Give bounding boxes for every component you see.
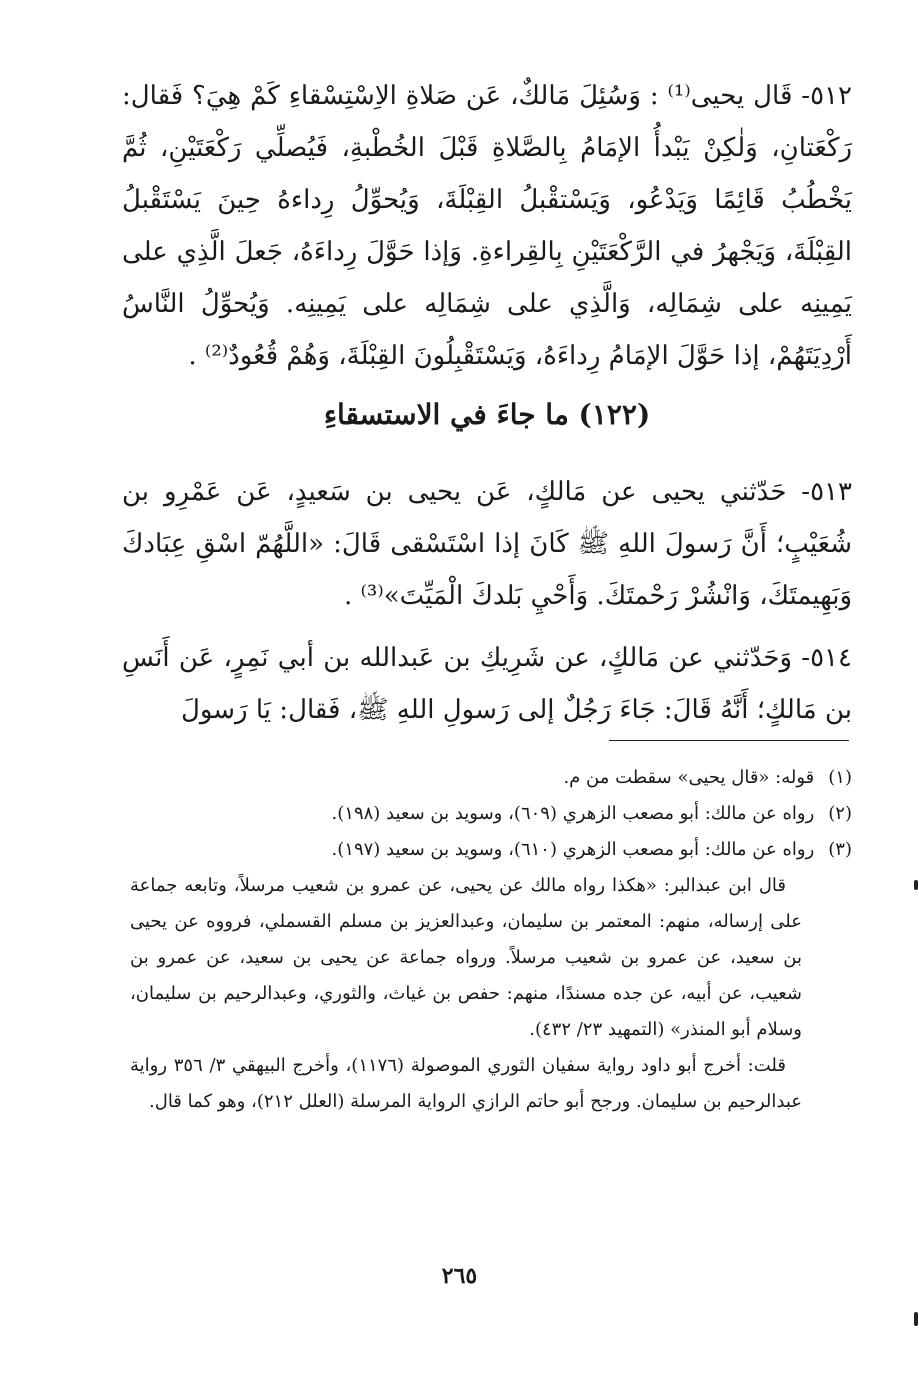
footnotes — [130, 760, 852, 1120]
footnote-3-note: قلت: أخرج أبو داود رواية سفيان الثوري الموصولة (١١٧٦)، وأخرج البيهقي ٣/ ٣٥٦ رواية عبدالرحيم بن سليمان. ورجح أبو حاتم الرازي الرواية المرسلة (العلل ٢١٢)، وهو كما قال. — [130, 1055, 802, 1112]
scan-mark — [914, 1312, 918, 1326]
hadith-513-block — [122, 466, 852, 622]
section-heading: (١٢٢) ما جاءَ في الاستسقاءِ — [323, 398, 651, 431]
hadith-512-text: ٥١٢- قَال يحيى⁽¹⁾ : وَسُئِلَ مَالكٌ، عَن صَلاةِ الاِسْتِسْقاءِ كَمْ هِيَ؟ فَقال: رَكْعَتانِ، وَلٰكِنْ يَبْدأُ الإمَامُ بِالصَّلاةِ قَبْلَ الخُطْبةِ، فَيُصلِّي رَكْعَتَيْنِ، ثُمَّ يَخْطُبُ قَائِمًا وَيَدْعُو، وَيَسْتقْبلُ القِبْلَةَ، وَيُحوِّلُ رِداءهُ حِينَ يَسْتَقْبلُ القِبْلَةَ، وَيَجْهرُ في الرَّكْعَتَيْنِ بِالقِراءةِ. وَإذا حَوَّلَ رِداءَهُ، جَعلَ الَّذِي على يَمِينِه على شِمَالِه، وَالَّذِي على شِمَالِه على يَمِينِه. وَيُحوِّلُ النَّاسُ أَرْدِيَتَهُمْ، إذا حَوَّلَ الإمَامُ رِداءَهُ، وَيَسْتَقْبِلُونَ القِبْلَةَ، وَهُمْ قُعُودٌ⁽²⁾ . — [122, 81, 852, 371]
footnote-number: (٢) — [828, 803, 852, 824]
footnote-2 — [130, 796, 852, 832]
footnote-number: (١) — [828, 767, 852, 788]
hadith-513-text: ٥١٣- حَدّثني يحيى عن مَالكٍ، عَن يحيى بن سَعيدٍ، عَن عَمْرِو بن شُعَيْبٍ؛ أَنَّ رَسولَ اللهِ ﷺ كَانَ إذا اسْتَسْقى قَالَ: «اللَّهُمّ اسْقِ عِبَادكَ وَبَهِيمتَكَ، وَانْشُرْ رَحْمتَكَ. وَأَحْيِ بَلدكَ الْمَيِّتَ»⁽³⁾ . — [122, 477, 852, 611]
hadith-512-block — [122, 70, 852, 382]
footnote-3 — [130, 832, 852, 868]
hadith-514-block — [122, 632, 852, 736]
footnote-text: قوله: «قال يحيى» سقطت من م. — [563, 767, 815, 788]
footnote-separator — [609, 740, 849, 741]
footnote-text: رواه عن مالك: أبو مصعب الزهري (٦٠٩)، وسويد بن سعيد (١٩٨). — [331, 803, 815, 824]
footnote-1 — [130, 760, 852, 796]
footnote-number: (٣) — [828, 839, 852, 860]
scan-mark — [914, 880, 918, 890]
hadith-514-text: ٥١٤- وَحَدّثني عن مَالكٍ، عن شَرِيكِ بن عَبدالله بن أبي نَمِرٍ، عَن أَنَسِ بن مَالكٍ؛ أَنَّهُ قَالَ: جَاءَ رَجُلٌ إلى رَسولِ اللهِ ﷺ، فَقال: يَا رَسولَ — [122, 643, 852, 725]
footnote-3-commentary: قال ابن عبدالبر: «هكذا رواه مالك عن يحيى، عن عمرو بن شعيب مرسلاً، وتابعه جماعة على إرساله، منهم: المعتمر بن سليمان، وعبدالعزيز بن مسلم القسملي، فرووه عن يحيى بن سعيد، عن عمرو بن شعيب مرسلاً. ورواه جماعة عن يحيى بن سعيد، عن عمرو بن شعيب، عن أبيه، عن جده مسندًا، منهم: حفص بن غياث، والثوري، وعبدالرحيم بن سليمان، وسلام أبو المنذر» (التمهيد ٢٣/ ٤٣٢). — [130, 875, 802, 1040]
page-number: ٢٦٥ — [441, 1263, 478, 1289]
footnote-text: رواه عن مالك: أبو مصعب الزهري (٦١٠)، وسويد بن سعيد (١٩٧). — [331, 839, 815, 860]
